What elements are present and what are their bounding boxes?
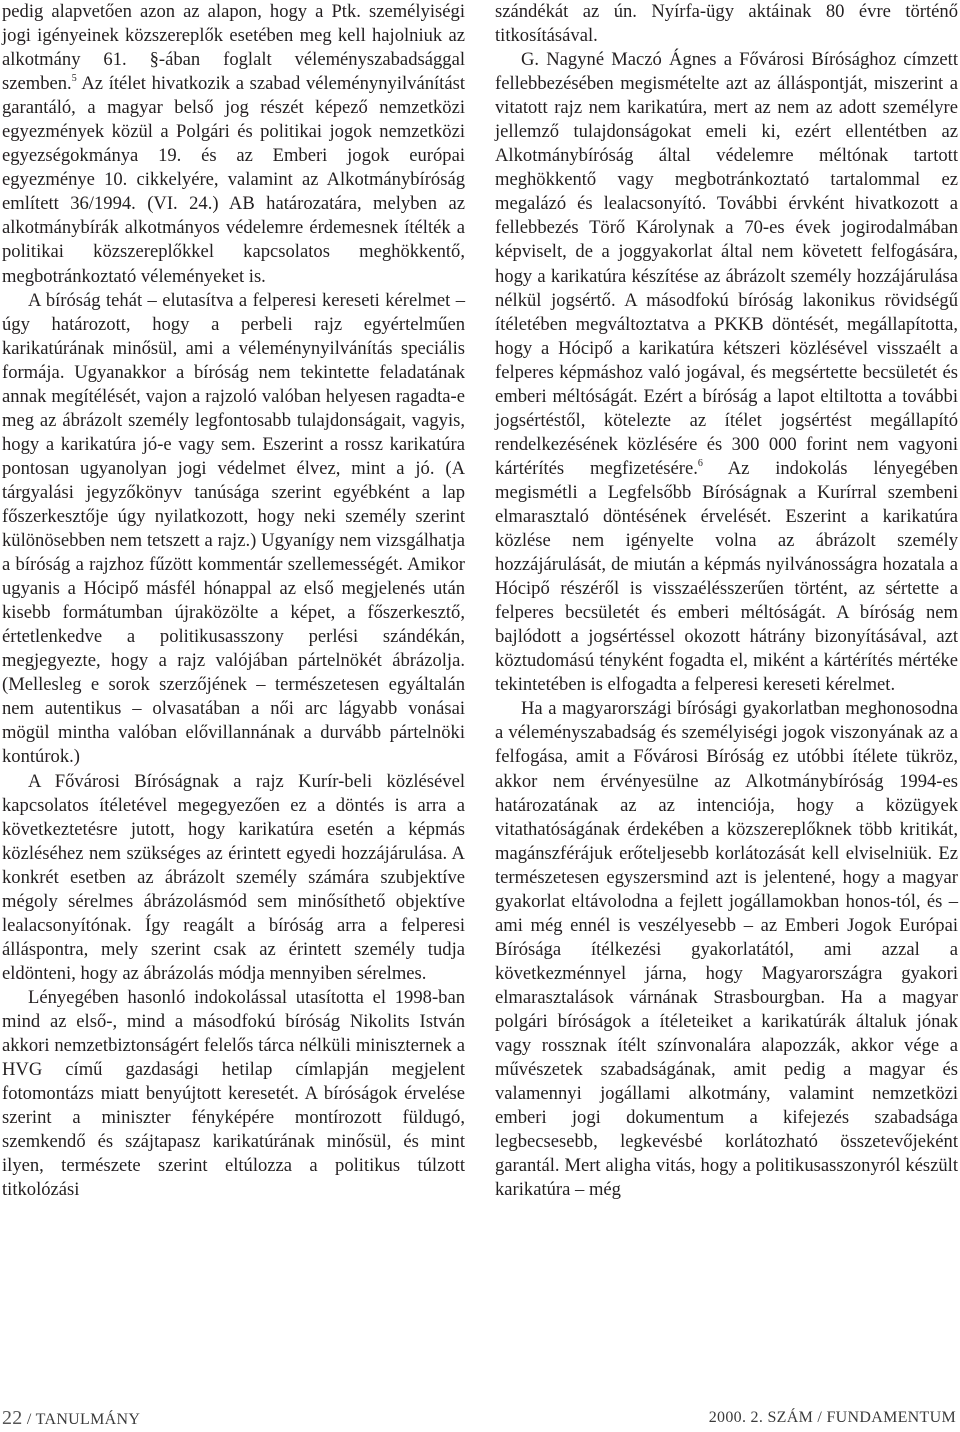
footnote-ref-5[interactable]: 5 (71, 72, 77, 84)
footnote-ref-6[interactable]: 6 (697, 457, 703, 469)
paragraph-4: Lényegében hasonló indokolással utasította el 1998-ban mind az első-, mind a másodfokú bíróság Nikolits István akkori nemzetbiztonságért felelős tárca nélküli miniszternek a HVG című gazdasági hetilap címlapján megjelent fotomontázs miatt benyújtott keresetét. A bíróságok érvelése szerint a miniszter fényképére montírozott füldugó, szemkendő és szájtapasz karikatúrának minősül, és mint ilyen, természete szerint eltúlozza a politikus túlzott titkolózási (2, 986, 465, 1201)
footer-right (709, 1409, 956, 1427)
paragraph-7: Ha a magyarországi bírósági gyakorlatban meghonosodna a véleményszabadság és személyiségi jogok viszonyának az a felfogása, amit a Fővárosi Bíróság ez utóbbi ítélete tükröz, akkor nem érvényesülne az Alkotmánybíróság 1994-es határozatának az az intenciója, hogy a közügyek vitathatóságának érdekében a közszereplőknek több kritikát, magánszférájuk erőteljesebb korlátozását kell elviselniük. Ez természetesen egyszersmind azt is jelentené, hogy a magyar gyakorlat eltávolodna a fejlett jogállamokban honos-tól, és – ami még ennél is veszélyesebb – az Emberi Jogok Európai Bírósága ítélkezési gyakorlatától, ami azzal a következménnyel járna, hogy Magyarországra gyakori elmarasztalások várnának Strasbourgban. Ha a magyar polgári bíróságok a ítéleteiket a karikatúrák általuk jónak vagy rossznak ítélt színvonalára alapozzák, akkor vége a művészetek szabadságának, amit pedig a magyar és valamennyi jogállami alkotmány, valamint nemzetközi emberi jogi dokumentum a kifejezés szabadsága legbecsesebb, legkevésbé korlátozható összetevőjeként garantál. Mert aligha vitás, hogy a politikusasszonyról készült karikatúra – még (495, 698, 958, 1201)
paragraph-6-text-b: Az indokolás lényegében megismétli a Legfelsőbb Bíróságnak a Kurírral szembeni elmarasztaló döntésének érvelését. Eszerint a karikatúra közlése nem igényelte volna az ábrázolt személy hozzájárulását, de miután a képmás nyilvánosságra hozatala a Hócipő részéről is visszaélésszerűen történt, az sértette a felperes becsületét és emberi méltóságát. A bíróság nem bajlódott a jogsértéssel okozott hátrány bizonyításával, azt köztudomású tényként fogadta el, miként a kártérítés mértéke tekintetében is elfogadta a felperesi kereseti kérelmet. (495, 457, 958, 696)
paragraph-6 (495, 48, 958, 697)
paragraph-1-text-a: pedig alapvetően azon az alapon, hogy a Ptk. személyiségi jogi igényeinek közszereplők esetében meg kell hajolniuk az alkotmány 61. §-ában foglalt véleményszabadsággal szemben. (2, 1, 465, 95)
issue-label: 2000. 2. SZÁM (708, 1409, 814, 1426)
paragraph-5: szándékát az ún. Nyírfa-ügy aktáinak 80 évre történő titkosításával. (495, 1, 958, 47)
footer-left (2, 1407, 140, 1430)
paragraph-6-text-a: G. Nagyné Maczó Ágnes a Fővárosi Bírósághoz címzett fellebbezésében megismételte azt az álláspontját, miszerint a vitatott rajz nem karikatúra, mert az nem az adott személyre jellemző tulajdonságokat emeli ki, ezért ellentétben az Alkotmánybíróság által védelemre méltónak tartott meghökkentő vagy megbotránkoztató tartalommal ez megalázó és lealacsonyító. További érvként hivatkozott a fellebbezés Törő Károlynak a 70-es évek jogirodalmában képviselt, de a joggyakorlat által nem követett felfogására, hogy a karikatúra készítése az ábrázolt személy hozzájárulása nélkül jogsértő. A másodfokú bíróság lakonikus rövidségű ítéletében megváltoztatva a PKKB döntését, megállapította, hogy a Hócipő a karikatúra kétszeri közlésével visszaélt a felperes képmáshoz való jogával, és megsértette becsületét és emberi méltóságát. Ezért a bíróság a lapot eltiltotta a további jogsértéstől, kötelezte az ítélet jogsértést megállapító rendelkezésének közlésére és 300 000 forint nem vagyoni kártérítés megfizetésére. (495, 49, 958, 479)
section-label: / TANULMÁNY (26, 1411, 141, 1428)
paragraph-3: A Fővárosi Bíróságnak a rajz Kurír-beli közlésével kapcsolatos ítéletével megegyezően ez a döntés is arra a következtetésre jutott, hogy karikatúra esetén a képmás közléséhez nem szükséges az érintett egyedi hozzájárulása. A konkrét esetben az ábrázolt személy számára szubjektíve mégoly sérelmes ábrázolásmód sem minősíthető objektíve lealacsonyítónak. Így reagált a bíróság arra a felperesi álláspontra, mely szerint csak az érintett személy tudja eldönteni, hogy az ábrázolás módja mennyiben sérelmes. (2, 770, 465, 984)
paragraph-1-text-b: Az ítélet hivatkozik a szabad véleménynyilvánítást garantáló, a magyar belső jog részét képező nemzetközi egyezmények közül a Polgári és politikai jogok nemzetközi egyezségokmánya 19. és az Emberi jogok európai egyezménye 10. cikkelyére, valamint az Alkotmánybíróság említett 36/1994. (VI. 24.) AB határozatára, melyben az alkotmánybírák alkotmányos védelemre érdemesnek ítélték a politikai közszereplőkkel kapcsolatos meghökkentő, megbotránkoztató véleményeket is. (2, 73, 465, 287)
page-number: 22 (2, 1407, 23, 1429)
paragraph-2: A bíróság tehát – elutasítva a felperesi kereseti kérelmet – úgy határozott, hogy a perbeli rajz egyértelműen karikatúrának minősül, ami a véleménynyilvánítás speciális formája. Ugyanakkor a bíróság nem tekintette feladatának annak megítélését, vajon a rajzoló valóban helyesen ragadta-e meg az ábrázolt személy legfontosabb tulajdonságait, vagyis, hogy a karikatúra jó-e vagy sem. Eszerint a rossz karikatúra pontosan ugyanolyan jogi védelmet élvez, mint a jó. (A tárgyalási jegyzőkönyv tanúsága szerint egyébként a lap főszerkesztője úgy nyilatkozott, hogy neki személy szerint különösebben nem tetszett a rajz.) Ugyanígy nem vizsgálhatja a bíróság a rajzhoz fűzött kommentár szellemességét. Amikor ugyanis a Hócipő másfél hónappal az első megjelenés után kisebb formátumban újraközölte a képet, a főszerkesztő, értetlenkedve a politikusasszony perlési szándékán, megjegyezte, hogy a rajz valójában pártelnökét ábrázolja. (Mellesleg e sorok szerzőjének – természetesen egyáltalán nem autentikus – olvasatában a női arc lágyabb vonásai mögül mintha valóban elővillannának a durvább pártelnöki kontúrok.) (2, 289, 465, 768)
left-text-column (2, 0, 465, 1202)
publication-label: / FUNDAMENTUM (817, 1409, 956, 1426)
paragraph-1 (2, 0, 465, 289)
right-text-column (495, 0, 958, 1202)
page-footer (0, 1405, 958, 1431)
